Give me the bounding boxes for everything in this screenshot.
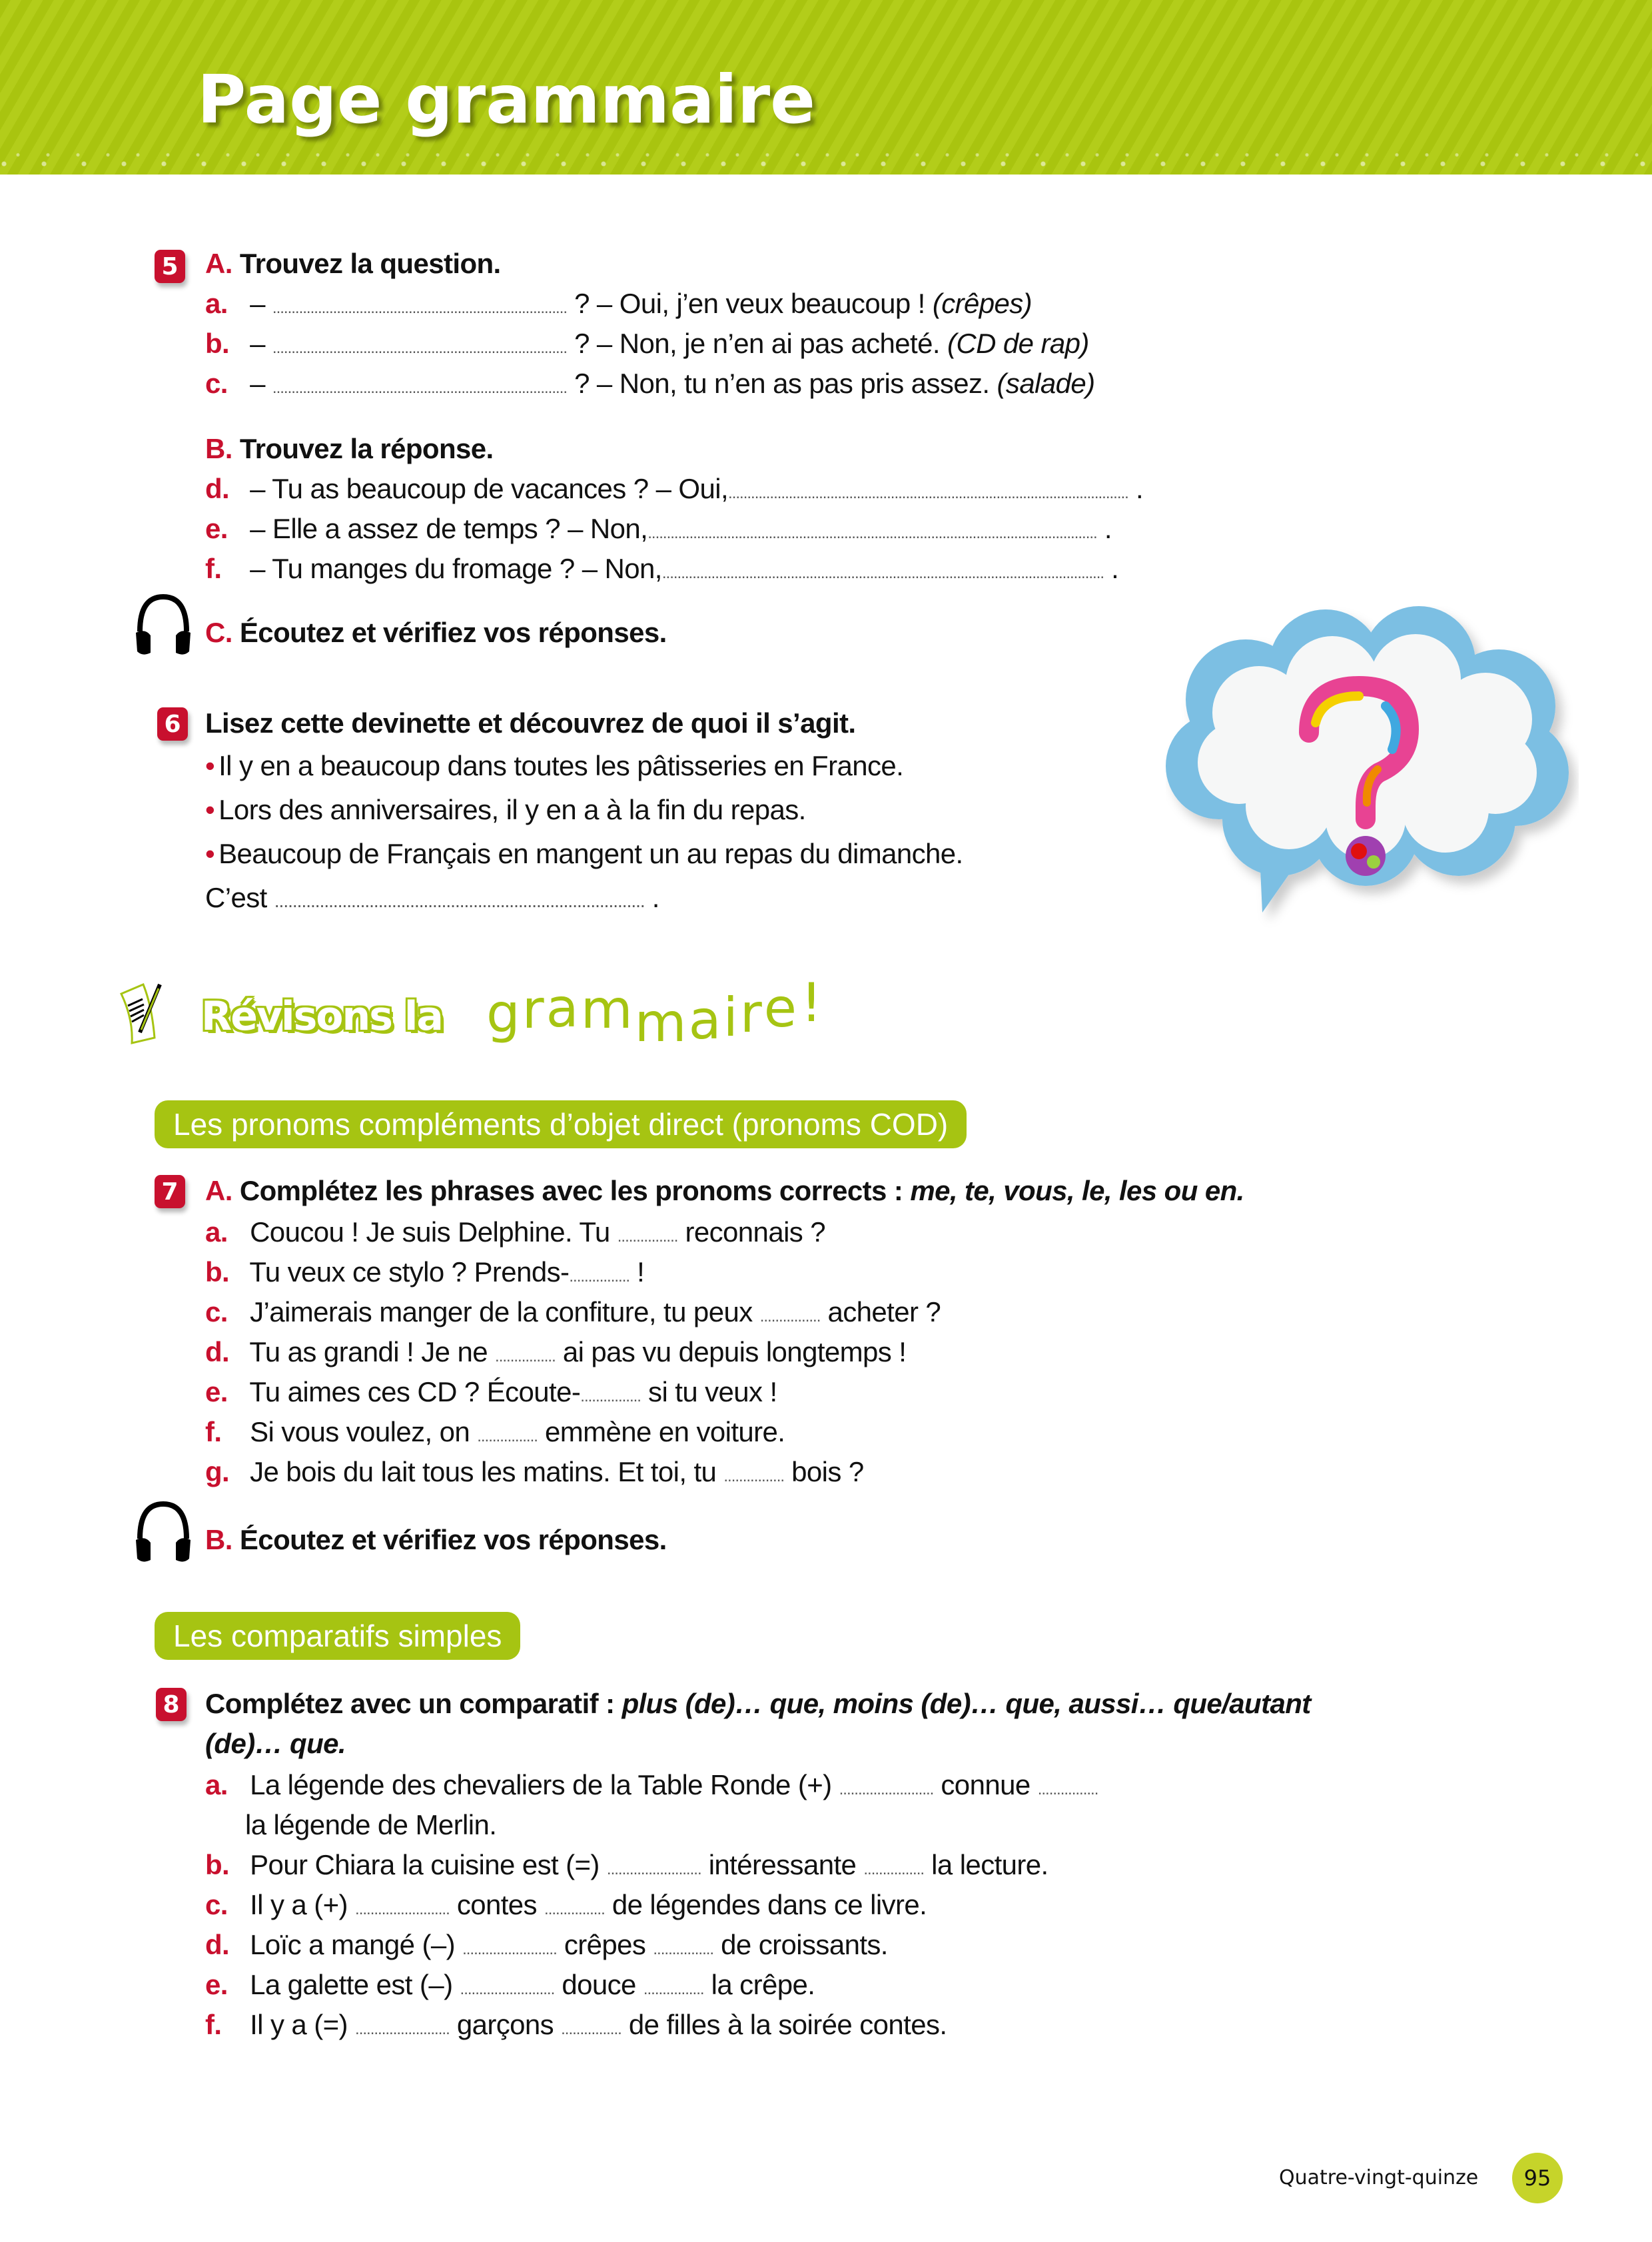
exercise-number-badge: 5: [155, 250, 185, 283]
item-letter: f.: [205, 1416, 222, 1447]
ex8-title: [205, 1685, 1311, 1722]
ex7-item: [205, 1294, 941, 1335]
item-letter: f.: [205, 553, 222, 584]
item-letter: b.: [205, 1256, 230, 1288]
end-punct: .: [1104, 513, 1112, 544]
answer-blank[interactable]: .........................: [462, 1940, 557, 1958]
exercise-number-badge: 8: [156, 1688, 187, 1721]
question-row: [205, 285, 1032, 327]
item-letter: b.: [205, 328, 230, 359]
end-punct: .: [1135, 473, 1144, 504]
revisons-grammaire-logo: [113, 966, 823, 1066]
logo-letter: r: [739, 982, 762, 1044]
text-before: Je bois du lait tous les matins. Et toi, tu: [250, 1456, 717, 1487]
item-letter: d.: [205, 1336, 230, 1367]
item-letter: c.: [205, 1889, 228, 1920]
riddle-clue: [205, 791, 806, 829]
part-title: Complétez les phrases avec les pronoms corrects :: [239, 1175, 903, 1206]
riddle-clue: [205, 747, 903, 785]
text-part: garçons: [456, 2009, 554, 2040]
ex5-part-a-heading: [205, 245, 501, 282]
text-part: de légendes dans ce livre.: [612, 1889, 927, 1920]
part-title: Trouvez la question.: [239, 248, 501, 279]
question-row: [205, 365, 1094, 407]
given-reply: ? – Oui, j’en veux beaucoup !: [574, 288, 925, 319]
section-heading-comparatifs: Les comparatifs simples: [155, 1612, 520, 1660]
comparative-options-cont: (de)… que.: [205, 1728, 346, 1759]
logo-letter: !: [800, 972, 823, 1034]
item-letter: a.: [205, 1769, 228, 1800]
page-title: Page grammaire: [197, 61, 815, 139]
headphones-icon[interactable]: [133, 1499, 193, 1565]
headphones-icon[interactable]: [133, 591, 193, 658]
logo-letter: m: [634, 992, 687, 1054]
item-letter: a.: [205, 288, 228, 319]
end-punct: .: [651, 882, 659, 913]
logo-letter: r: [522, 978, 544, 1040]
item-letter: b.: [205, 1849, 230, 1880]
text-before: Si vous voulez, on: [250, 1416, 470, 1447]
answer-blank[interactable]: ..............................................................................: [272, 339, 568, 357]
ex6-title: Lisez cette devinette et découvrez de quoi il s’agit.: [205, 707, 856, 739]
text-part: la crêpe.: [711, 1969, 815, 2000]
ex7-part-a-heading: [205, 1172, 1244, 1210]
answer-row: [205, 510, 1112, 552]
question-mark-cloud-illustration: [1166, 606, 1579, 933]
answer-blank[interactable]: ..................................................................................: [274, 891, 645, 911]
text-part: connue: [941, 1769, 1031, 1800]
exercise-number-badge: 6: [157, 707, 188, 741]
text-part: de croissants.: [721, 1929, 888, 1960]
hint: (crêpes): [932, 288, 1032, 319]
text-part: intéressante: [708, 1849, 857, 1880]
prompt-text: – Tu manges du fromage ? – Non,: [250, 553, 662, 584]
answer-blank[interactable]: ..............................................................................: [272, 299, 568, 317]
prompt-text: – Elle a assez de temps ? – Non,: [250, 513, 648, 544]
item-letter: d.: [205, 473, 230, 504]
grammaire-bouncing-text: [486, 972, 824, 1054]
logo-letter: m: [580, 978, 633, 1040]
prompt-text: – Tu as beaucoup de vacances ? – Oui,: [250, 473, 729, 504]
text-before: J’aimerais manger de la confiture, tu peux: [250, 1296, 753, 1327]
text-before: Coucou ! Je suis Delphine. Tu: [250, 1216, 610, 1248]
answer-blank[interactable]: ................: [863, 1860, 925, 1878]
item-letter: a.: [205, 1216, 228, 1248]
text-after: emmène en voiture.: [544, 1416, 785, 1447]
answer-blank[interactable]: .........................: [460, 1980, 555, 1998]
ex8-item: [205, 1886, 927, 1928]
item-letter: f.: [205, 2009, 222, 2040]
item-letter: e.: [205, 1969, 228, 2000]
answer-blank[interactable]: ................: [1037, 1780, 1098, 1798]
page-number-badge: 95: [1512, 2153, 1563, 2203]
hint: (CD de rap): [947, 328, 1089, 359]
answer-blank[interactable]: ................: [580, 1387, 641, 1405]
end-punct: .: [1111, 553, 1119, 584]
ex7-item: [205, 1214, 825, 1256]
question-row: [205, 325, 1089, 367]
answer-blank[interactable]: ................: [617, 1228, 678, 1246]
hint: (salade): [997, 368, 1095, 399]
text-after: !: [637, 1256, 645, 1288]
text-part: de filles à la soirée contes.: [628, 2009, 947, 2040]
answer-prefix: C’est: [205, 882, 267, 913]
answer-blank[interactable]: .......................................................................................................................: [647, 524, 1097, 542]
item-letter: d.: [205, 1929, 230, 1960]
ex7-item: [205, 1373, 777, 1415]
answer-blank[interactable]: ................: [569, 1268, 630, 1286]
answer-blank[interactable]: ..........................................................................................................: [728, 484, 1128, 502]
text-part: Il y a (=): [250, 2009, 348, 2040]
answer-blank[interactable]: .....................................................................................................................: [661, 564, 1104, 582]
logo-letter: a: [688, 989, 721, 1051]
text-after: reconnais ?: [685, 1216, 826, 1248]
ex8-item: [205, 1966, 815, 2008]
part-label: B.: [205, 1524, 232, 1555]
dash: –: [250, 288, 265, 319]
ex7-item: [205, 1413, 785, 1455]
text-after: bois ?: [791, 1456, 864, 1487]
answer-blank[interactable]: ................: [561, 2020, 621, 2038]
part-title: Écoutez et vérifiez vos réponses.: [239, 617, 667, 648]
ex7-item: [205, 1254, 644, 1296]
answer-blank[interactable]: ..............................................................................: [272, 379, 568, 397]
answer-blank[interactable]: .........................: [606, 1860, 701, 1878]
header-band: [0, 0, 1652, 175]
logo-letter: i: [723, 986, 738, 1048]
answer-row: [205, 470, 1143, 512]
ex8-item: [205, 1846, 1048, 1888]
clue-text: Il y en a beaucoup dans toutes les pâtisseries en France.: [218, 750, 904, 781]
part-label: A.: [205, 1175, 232, 1206]
riddle-clue: [205, 835, 963, 873]
comparative-options: plus (de)… que, moins (de)… que, aussi… que/autant: [621, 1688, 1311, 1719]
text-after: si tu veux !: [648, 1376, 777, 1407]
text-part: la lecture.: [931, 1849, 1048, 1880]
answer-blank[interactable]: .........................: [355, 1900, 450, 1918]
text-part: Loïc a mangé (–): [250, 1929, 455, 1960]
ex8-item: [205, 2006, 947, 2048]
text-after: acheter ?: [827, 1296, 941, 1327]
answer-blank[interactable]: .........................: [355, 2020, 450, 2038]
bullet-icon: •: [205, 750, 215, 781]
answer-blank[interactable]: ................: [723, 1467, 785, 1485]
item-letter: e.: [205, 1376, 228, 1407]
revisons-bold-text: Révisons la: [201, 993, 442, 1040]
ex8-item: [205, 1926, 888, 1968]
answer-blank[interactable]: ................: [643, 1980, 704, 1998]
answer-row: [205, 550, 1118, 592]
item-letter: c.: [205, 368, 228, 399]
text-before: Tu as grandi ! Je ne: [249, 1336, 488, 1367]
text-part: contes: [456, 1889, 537, 1920]
part-label: A.: [205, 248, 232, 279]
ex5-part-b-heading: [205, 430, 494, 468]
item-letter: c.: [205, 1296, 228, 1327]
bullet-icon: •: [205, 794, 215, 825]
riddle-answer: [205, 879, 659, 920]
text-part: La légende des chevaliers de la Table Ronde (+): [250, 1769, 832, 1800]
dash: –: [250, 368, 265, 399]
ex8-item: [205, 1766, 1098, 1808]
given-reply: ? – Non, je n’en ai pas acheté.: [574, 328, 940, 359]
answer-blank[interactable]: ................: [544, 1900, 605, 1918]
ex7-item: [205, 1333, 906, 1375]
dash: –: [250, 328, 265, 359]
ex8-item-continuation: la légende de Merlin.: [245, 1809, 497, 1840]
text-before: Tu veux ce stylo ? Prends-: [249, 1256, 570, 1288]
ex7-item: [205, 1453, 864, 1495]
text-after: ai pas vu depuis longtemps !: [562, 1336, 907, 1367]
item-letter: g.: [205, 1456, 230, 1487]
ex7-part-b-heading: [205, 1521, 667, 1559]
clue-text: Lors des anniversaires, il y en a à la fin du repas.: [218, 794, 806, 825]
writing-paper-icon: [113, 979, 187, 1046]
section-heading-cod: Les pronoms compléments d’objet direct (pronoms COD): [155, 1100, 967, 1148]
clue-text: Beaucoup de Français en mangent un au repas du dimanche.: [218, 838, 963, 869]
pronoun-options: me, te, vous, le, les ou en.: [910, 1175, 1244, 1206]
text-part: crêpes: [564, 1929, 646, 1960]
page-number-words: Quatre-vingt-quinze: [1279, 2166, 1479, 2189]
part-label: C.: [205, 617, 232, 648]
instruction: Complétez avec un comparatif :: [205, 1688, 615, 1719]
answer-blank[interactable]: ................: [759, 1308, 821, 1325]
text-part: Il y a (+): [250, 1889, 348, 1920]
text-part: douce: [562, 1969, 636, 2000]
logo-letter: e: [763, 977, 797, 1039]
logo-letter: g: [486, 982, 520, 1044]
part-title: Trouvez la réponse.: [239, 433, 494, 464]
text-before: Tu aimes ces CD ? Écoute-: [249, 1376, 581, 1407]
part-label: B.: [205, 433, 232, 464]
logo-letter: a: [546, 977, 579, 1039]
part-title: Écoutez et vérifiez vos réponses.: [239, 1524, 667, 1555]
ex5-part-c-heading: [205, 614, 667, 651]
exercise-number-badge: 7: [155, 1175, 185, 1208]
given-reply: ? – Non, tu n’en as pas pris assez.: [574, 368, 990, 399]
bullet-icon: •: [205, 838, 215, 869]
item-letter: e.: [205, 513, 228, 544]
answer-blank[interactable]: ................: [495, 1347, 556, 1365]
text-part: La galette est (–): [250, 1969, 453, 2000]
text-part: Pour Chiara la cuisine est (=): [250, 1849, 600, 1880]
answer-blank[interactable]: .........................: [839, 1780, 934, 1798]
answer-blank[interactable]: ................: [477, 1427, 538, 1445]
answer-blank[interactable]: ................: [653, 1940, 714, 1958]
header-grunge-texture: [0, 148, 1652, 175]
